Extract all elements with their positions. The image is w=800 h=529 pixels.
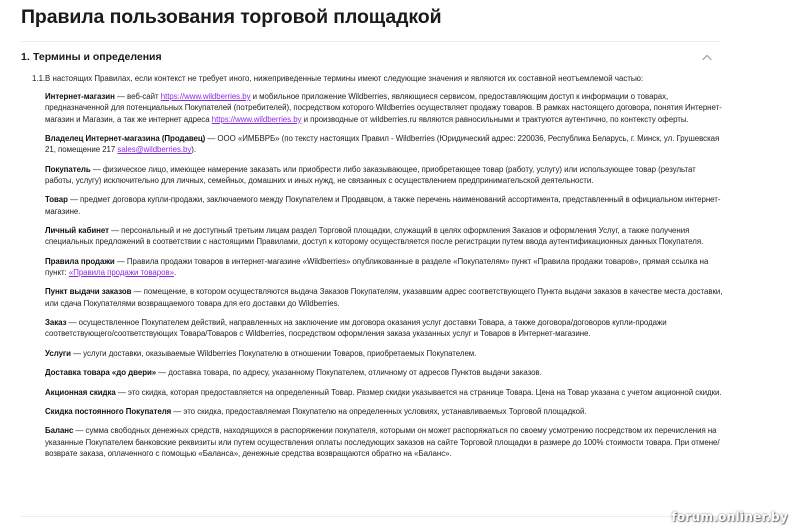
- term-definition: [45, 367, 725, 378]
- chevron-up-icon[interactable]: [701, 53, 713, 61]
- term-link[interactable]: sales@wildberries.by: [117, 145, 192, 155]
- term-definition: [45, 91, 725, 125]
- term-definition: [45, 387, 725, 398]
- term-name: Пункт выдачи заказов: [45, 287, 132, 297]
- term-definition: [45, 194, 725, 217]
- term-definition: [45, 225, 725, 248]
- term-definition: [45, 317, 725, 340]
- term-name: Услуги: [45, 348, 71, 358]
- term-name: Баланс: [45, 426, 74, 436]
- intro-text: В настоящих Правилах, если контекст не требует иного, нижеприведенные термины имеют следующие значения и являются их составной неотъемлемой частью:: [45, 74, 644, 83]
- term-definition: [45, 406, 725, 417]
- section-header[interactable]: [21, 51, 720, 65]
- section-number: 1.: [21, 51, 30, 63]
- term-name: Доставка товара «до двери»: [45, 368, 157, 378]
- term-name: Личный кабинет: [45, 226, 109, 236]
- term-name: Правила продажи: [45, 256, 115, 266]
- terms-list: [45, 91, 725, 467]
- intro-number: 1.1.: [32, 74, 46, 83]
- term-text: — доставка товара, по адресу, указанному Покупателем, отличному от адресов Пунктов выдачи заказов.: [156, 368, 542, 378]
- term-text: — предмет договора купли-продажи, заключаемого между Покупателем и Продавцом, а также перечень наименований ассортимента, представленный в официальном интернет-магазине.: [45, 195, 721, 216]
- term-text: — осуществленное Покупателем действий, направленных на заключение им договора оказания услуг доставки Товара, а также договора/договоров купли-продажи соответствующего/соответствующих Товара/Товаров с Wildberries, посредством оформления заказа указанных услуг и Товаров в Интернет-магазине.: [45, 318, 667, 339]
- term-text: — сумма свободных денежных средств, находящихся в распоряжении покупателя, которыми он может распоряжаться по своему усмотрению посредством их перечисления на указанные Покупателем банковские реквизиты или путем осуществления оплаты последующих заказов на сайте Торговой площадки в размере до 100% стоимости товара. При отмене/возврате заказа, оплаченного с помощью «Баланса», денежные средства возвращаются обратно на «Баланс».: [45, 426, 720, 458]
- term-name: Интернет-магазин: [45, 92, 115, 101]
- term-definition: [45, 256, 725, 279]
- term-definition: [45, 133, 725, 156]
- term-link[interactable]: «Правила продажи товаров»: [68, 268, 174, 278]
- term-text: — веб-сайт: [114, 92, 161, 101]
- term-text: — Правила продажи товаров в интернет-магазине «Wildberries» опубликованные в разделе «Покупателям» пункт «Правила продажи товаров», прямая ссылка на пункт:: [45, 256, 709, 278]
- term-text: — помещение, в котором осуществляются выдача Заказов Покупателям, указавшим адрес соответствующего Пункта выдачи заказов в качестве места доставки, или сдача Покупателями возвращаемого товара для его доставки до Wildberries.: [45, 287, 723, 308]
- section-title: Термины и определения: [33, 51, 162, 63]
- term-text: — услуги доставки, оказываемые Wildberries Покупателю в отношении Товаров, приобретаемых Покупателем.: [71, 348, 477, 358]
- bottom-divider: [21, 516, 720, 517]
- page-title: Правила пользования торговой площадкой: [21, 6, 442, 28]
- term-text: — это скидка, которая предоставляется на определенный Товар. Размер скидки указывается на странице Товара. Цена на Товар указана с учетом акционной скидки.: [115, 387, 722, 397]
- term-name: Покупатель: [45, 164, 91, 174]
- term-definition: [45, 348, 725, 359]
- title-divider: [21, 41, 720, 42]
- term-text: .: [173, 268, 177, 278]
- term-text: ).: [191, 145, 197, 155]
- term-name: Акционная скидка: [45, 387, 116, 397]
- term-name: Товар: [45, 195, 68, 205]
- term-text: и производные от wildberries.ru являются равносильными и трактуются аутентично, по контексту оферты.: [301, 114, 689, 124]
- term-name: Владелец Интернет-магазина (Продавец): [45, 133, 206, 143]
- term-definition: [45, 286, 725, 309]
- term-name: Скидка постоянного Покупателя: [45, 406, 172, 416]
- term-text: и мобильное приложение Wildberries, являющиеся сервисом, предоставляющим доступ к информации о товарах, предназначенной для потенциальных Покупателей (потребителей), посредством которого Wildberries осуществляет продажу товаров. В рамках настоящего договора, понятия Интернет-магазин и Магазин, а так же интернет адреса: [45, 92, 722, 124]
- term-definition: [45, 164, 725, 187]
- term-definition: [45, 425, 725, 459]
- term-text: — физическое лицо, имеющее намерение заказать или приобрести либо заказывающее, приобретающее товар (работу, услугу) или использующее товар (результат работы, услугу) исключительно для личных, семейных, домашних и иных нужд, не связанных с осуществлением предпринимательской деятельности.: [45, 164, 696, 185]
- term-text: — персональный и не доступный третьим лицам раздел Торговой площадки, служащий в целях оформления Заказов и оформления Услуг, а также получения специальных предложений в соответствии с настоящими Правилами, доступ к которому осуществляется после регистрации путем ввода аутентификационных данных Покупателя.: [45, 226, 704, 247]
- term-name: Заказ: [45, 318, 67, 328]
- term-text: — ООО «ИМБВРБ» (по тексту настоящих Правил - Wildberries (Юридический адрес: 220036, Республика Беларусь, г. Минск, ул. Грушевская 21, помещение 217: [45, 133, 720, 155]
- watermark: forum.onliner.by: [671, 510, 788, 524]
- term-link[interactable]: https://www.wildberries.by: [211, 114, 302, 124]
- term-text: — это скидка, предоставляемая Покупателю на определенных условиях, устанавливаемых Торговой площадкой.: [171, 406, 587, 416]
- term-link[interactable]: https://www.wildberries.by: [160, 92, 251, 101]
